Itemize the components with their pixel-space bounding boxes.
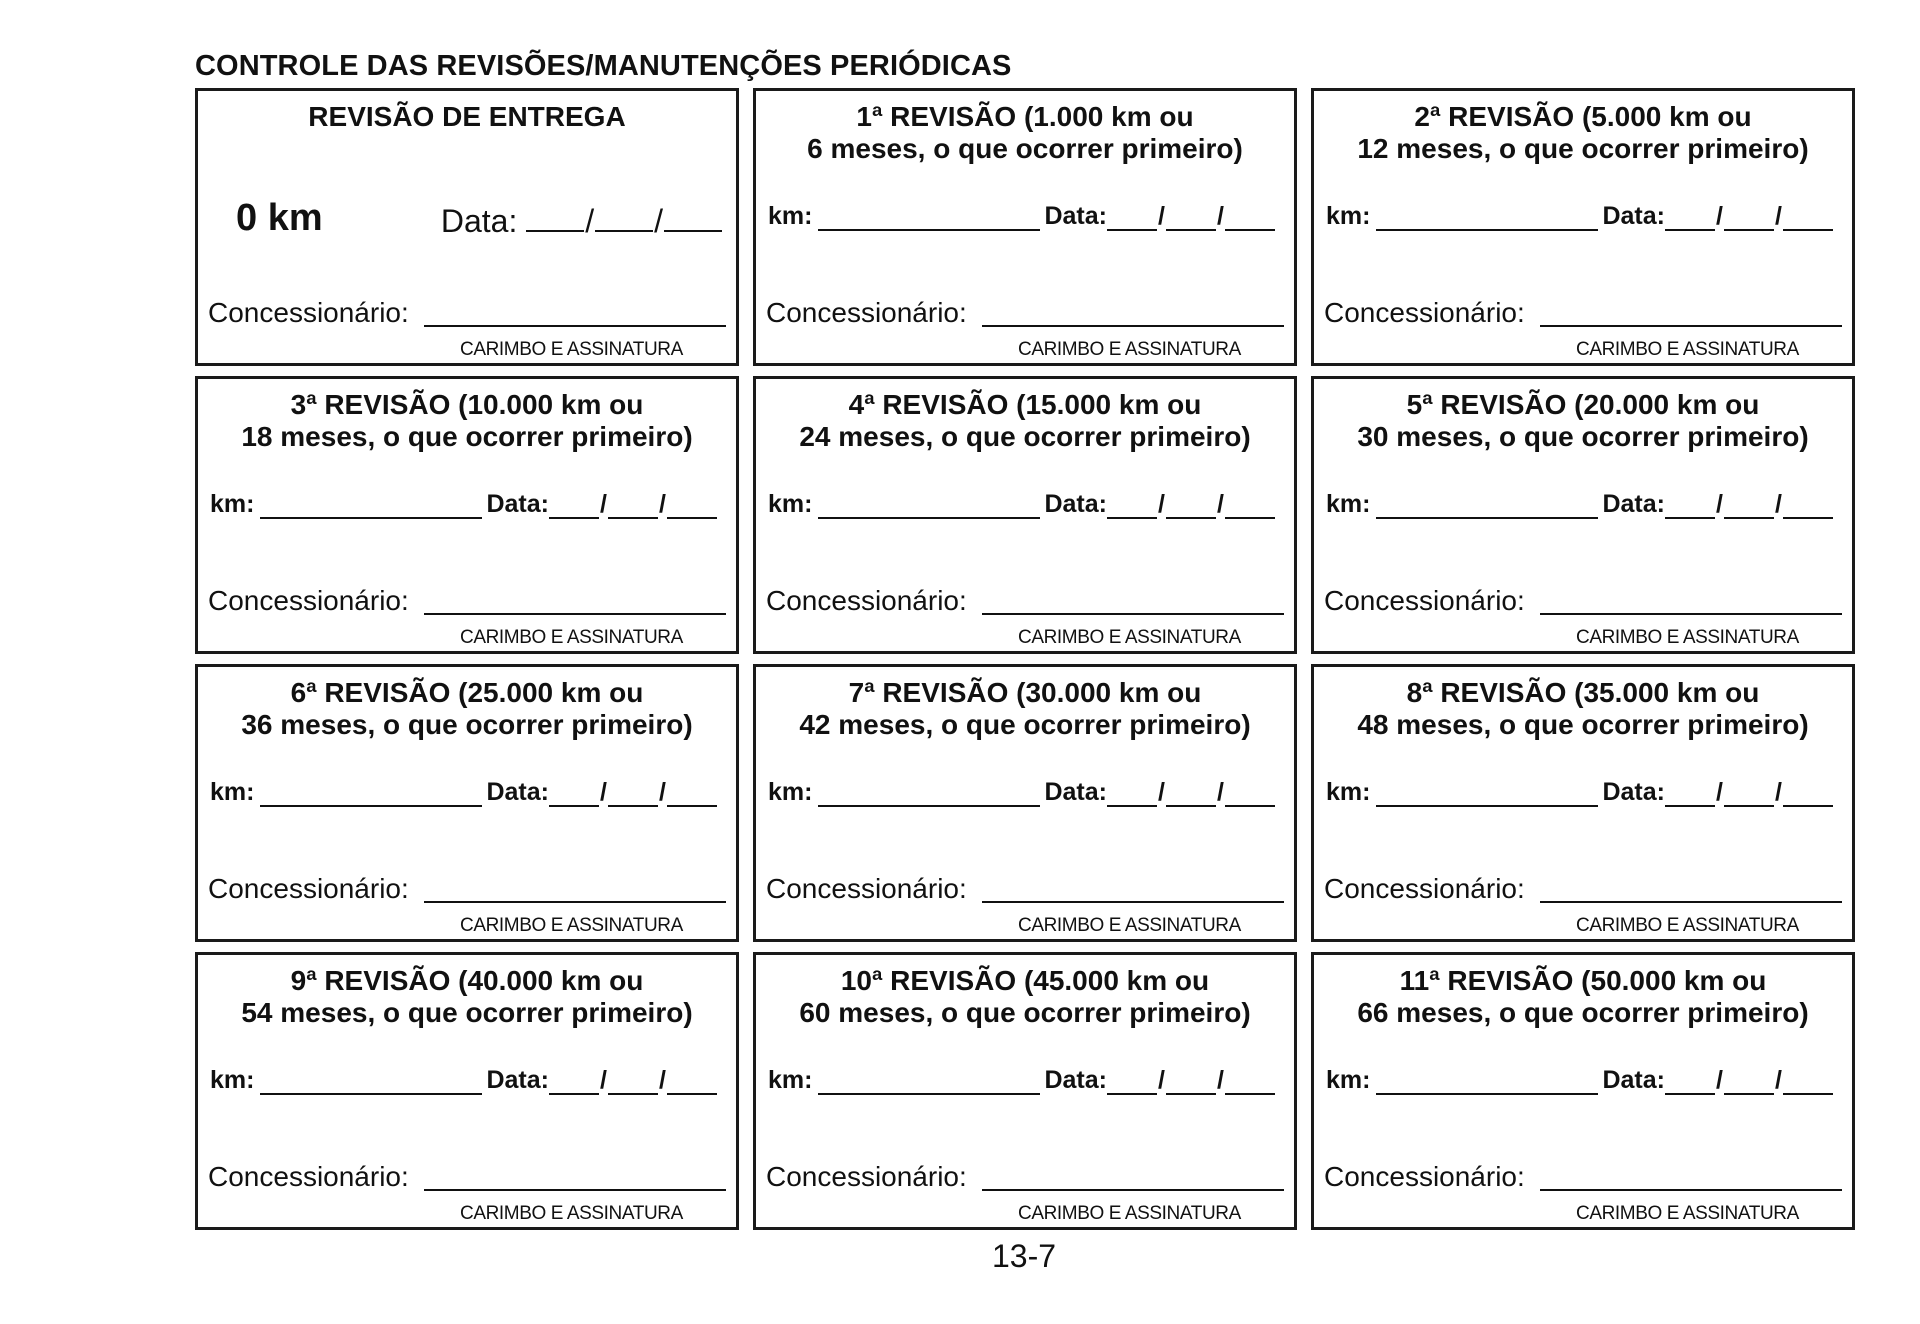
dealer-label: Concessionário: bbox=[208, 873, 409, 904]
km-input-line[interactable] bbox=[1376, 1065, 1598, 1095]
date-separator: / bbox=[1216, 1066, 1224, 1094]
km-input-line[interactable] bbox=[818, 201, 1040, 231]
date-separator: / bbox=[1157, 778, 1165, 806]
stamp-signature-caption: CARIMBO E ASSINATURA bbox=[460, 1203, 683, 1224]
page-number: 13-7 bbox=[991, 1238, 1057, 1274]
revision-grid bbox=[195, 88, 1855, 1230]
dealer-label: Concessionário: bbox=[208, 297, 409, 328]
date-day-line[interactable] bbox=[1107, 201, 1157, 231]
stamp-signature-caption: CARIMBO E ASSINATURA bbox=[1018, 915, 1241, 936]
dealer-label: Concessionário: bbox=[1324, 297, 1525, 328]
revision-card-9 bbox=[195, 952, 739, 1230]
date-separator: / bbox=[1774, 778, 1782, 806]
km-label: km: bbox=[210, 1066, 255, 1094]
delivery-fields bbox=[236, 197, 722, 240]
stamp-signature-caption: CARIMBO E ASSINATURA bbox=[1018, 1203, 1241, 1224]
dealer-signature-line[interactable] bbox=[424, 1189, 726, 1191]
revision-card-3 bbox=[195, 376, 739, 654]
stamp-signature-caption: CARIMBO E ASSINATURA bbox=[460, 339, 683, 360]
date-separator: / bbox=[1715, 1066, 1723, 1094]
dealer-signature-line[interactable] bbox=[1540, 901, 1842, 903]
date-day-line[interactable] bbox=[1665, 201, 1715, 231]
km-date-fields bbox=[210, 1065, 730, 1095]
km-input-line[interactable] bbox=[260, 489, 482, 519]
km-date-fields bbox=[768, 489, 1288, 519]
km-label: km: bbox=[768, 490, 813, 518]
dealer-label: Concessionário: bbox=[766, 873, 967, 904]
dealer-signature-line[interactable] bbox=[1540, 613, 1842, 615]
dealer-signature-line[interactable] bbox=[982, 325, 1284, 327]
date-year-line[interactable] bbox=[1783, 777, 1833, 807]
km-input-line[interactable] bbox=[818, 489, 1040, 519]
date-separator: / bbox=[1715, 778, 1723, 806]
date-day-line[interactable] bbox=[1107, 1065, 1157, 1095]
card-title: 4ª REVISÃO (15.000 km ou 24 meses, o que ocorrer primeiro) bbox=[799, 389, 1251, 452]
stamp-signature-caption: CARIMBO E ASSINATURA bbox=[1018, 627, 1241, 648]
stamp-signature-caption: CARIMBO E ASSINATURA bbox=[460, 627, 683, 648]
km-label: km: bbox=[1326, 490, 1371, 518]
stamp-signature-caption: CARIMBO E ASSINATURA bbox=[1576, 627, 1799, 648]
km-label: km: bbox=[210, 778, 255, 806]
date-day-line[interactable] bbox=[549, 777, 599, 807]
date-day-line[interactable] bbox=[1665, 777, 1715, 807]
date-label: Data: bbox=[486, 778, 549, 806]
date-label: Data: bbox=[1602, 1066, 1665, 1094]
date-separator: / bbox=[1774, 490, 1782, 518]
date-separator: / bbox=[658, 1066, 666, 1094]
dealer-signature-line[interactable] bbox=[982, 1189, 1284, 1191]
date-separator: / bbox=[599, 490, 607, 518]
date-month-line[interactable] bbox=[595, 200, 653, 232]
km-input-line[interactable] bbox=[818, 777, 1040, 807]
date-month-line[interactable] bbox=[1724, 201, 1774, 231]
dealer-label: Concessionário: bbox=[208, 1161, 409, 1192]
revision-card-6 bbox=[195, 664, 739, 942]
date-separator: / bbox=[1774, 202, 1782, 230]
card-title: 7ª REVISÃO (30.000 km ou 42 meses, o que ocorrer primeiro) bbox=[799, 677, 1251, 740]
date-label: Data: bbox=[1044, 490, 1107, 518]
km-date-fields bbox=[1326, 777, 1846, 807]
date-month-line[interactable] bbox=[1166, 777, 1216, 807]
km-date-fields bbox=[210, 777, 730, 807]
km-input-line[interactable] bbox=[818, 1065, 1040, 1095]
stamp-signature-caption: CARIMBO E ASSINATURA bbox=[1576, 339, 1799, 360]
dealer-label: Concessionário: bbox=[766, 1161, 967, 1192]
date-year-line[interactable] bbox=[1225, 489, 1275, 519]
date-separator: / bbox=[1216, 490, 1224, 518]
km-input-line[interactable] bbox=[1376, 777, 1598, 807]
card-title: 2ª REVISÃO (5.000 km ou 12 meses, o que ocorrer primeiro) bbox=[1357, 101, 1809, 164]
date-separator: / bbox=[599, 778, 607, 806]
date-month-line[interactable] bbox=[608, 777, 658, 807]
km-input-line[interactable] bbox=[1376, 489, 1598, 519]
date-separator: / bbox=[1216, 778, 1224, 806]
km-label: km: bbox=[1326, 778, 1371, 806]
card-title: REVISÃO DE ENTREGA bbox=[308, 101, 626, 132]
date-year-line[interactable] bbox=[667, 1065, 717, 1095]
dealer-signature-line[interactable] bbox=[982, 613, 1284, 615]
card-title: 11ª REVISÃO (50.000 km ou 66 meses, o que ocorrer primeiro) bbox=[1357, 965, 1809, 1028]
date-month-line[interactable] bbox=[1724, 1065, 1774, 1095]
page-title: CONTROLE DAS REVISÕES/MANUTENÇÕES PERIÓDICAS bbox=[195, 50, 1012, 82]
km-date-fields bbox=[768, 777, 1288, 807]
date-label: Data: bbox=[1602, 490, 1665, 518]
km-date-fields bbox=[210, 489, 730, 519]
dealer-label: Concessionário: bbox=[208, 585, 409, 616]
km-date-fields bbox=[1326, 489, 1846, 519]
date-separator: / bbox=[1157, 1066, 1165, 1094]
stamp-signature-caption: CARIMBO E ASSINATURA bbox=[1576, 1203, 1799, 1224]
date-separator: / bbox=[585, 203, 595, 239]
km-label: km: bbox=[768, 778, 813, 806]
km-date-fields bbox=[768, 201, 1288, 231]
km-input-line[interactable] bbox=[260, 1065, 482, 1095]
revision-card-11 bbox=[1311, 952, 1855, 1230]
dealer-label: Concessionário: bbox=[1324, 873, 1525, 904]
date-separator: / bbox=[1715, 202, 1723, 230]
date-year-line[interactable] bbox=[664, 200, 722, 232]
km-label: km: bbox=[210, 490, 255, 518]
date-label: Data: bbox=[1044, 778, 1107, 806]
date-day-line[interactable] bbox=[1107, 777, 1157, 807]
date-year-line[interactable] bbox=[1225, 201, 1275, 231]
date-month-line[interactable] bbox=[1724, 489, 1774, 519]
revision-card-10 bbox=[753, 952, 1297, 1230]
date-month-line[interactable] bbox=[1724, 777, 1774, 807]
km-label: km: bbox=[768, 1066, 813, 1094]
date-separator: / bbox=[1216, 202, 1224, 230]
revision-card-4 bbox=[753, 376, 1297, 654]
stamp-signature-caption: CARIMBO E ASSINATURA bbox=[460, 915, 683, 936]
date-year-line[interactable] bbox=[1783, 201, 1833, 231]
km-label: km: bbox=[768, 202, 813, 230]
dealer-label: Concessionário: bbox=[766, 297, 967, 328]
date-day-line[interactable] bbox=[1107, 489, 1157, 519]
date-label: Data: bbox=[1044, 1066, 1107, 1094]
date-label: Data: bbox=[1602, 202, 1665, 230]
date-label: Data: bbox=[486, 1066, 549, 1094]
revision-card-8 bbox=[1311, 664, 1855, 942]
date-separator: / bbox=[1157, 202, 1165, 230]
date-year-line[interactable] bbox=[1225, 1065, 1275, 1095]
stamp-signature-caption: CARIMBO E ASSINATURA bbox=[1576, 915, 1799, 936]
dealer-signature-line[interactable] bbox=[982, 901, 1284, 903]
dealer-signature-line[interactable] bbox=[1540, 325, 1842, 327]
date-year-line[interactable] bbox=[667, 777, 717, 807]
km-date-fields bbox=[768, 1065, 1288, 1095]
date-field bbox=[441, 200, 722, 240]
date-month-line[interactable] bbox=[1166, 1065, 1216, 1095]
dealer-signature-line[interactable] bbox=[424, 325, 726, 327]
date-year-line[interactable] bbox=[1783, 1065, 1833, 1095]
date-separator: / bbox=[1774, 1066, 1782, 1094]
date-day-line[interactable] bbox=[1665, 1065, 1715, 1095]
dealer-label: Concessionário: bbox=[1324, 1161, 1525, 1192]
date-separator: / bbox=[1157, 490, 1165, 518]
date-separator: / bbox=[599, 1066, 607, 1094]
date-year-line[interactable] bbox=[1783, 489, 1833, 519]
km-date-fields bbox=[1326, 201, 1846, 231]
dealer-label: Concessionário: bbox=[766, 585, 967, 616]
date-separator: / bbox=[654, 203, 663, 239]
revision-card-7 bbox=[753, 664, 1297, 942]
date-day-line[interactable] bbox=[526, 200, 584, 232]
card-title: 5ª REVISÃO (20.000 km ou 30 meses, o que ocorrer primeiro) bbox=[1357, 389, 1809, 452]
revision-card-5 bbox=[1311, 376, 1855, 654]
date-label: Data: bbox=[440, 203, 518, 239]
card-title: 8ª REVISÃO (35.000 km ou 48 meses, o que ocorrer primeiro) bbox=[1357, 677, 1809, 740]
km-label: km: bbox=[1326, 1066, 1371, 1094]
dealer-label: Concessionário: bbox=[1324, 585, 1525, 616]
date-month-line[interactable] bbox=[1166, 201, 1216, 231]
dealer-signature-line[interactable] bbox=[1540, 1189, 1842, 1191]
card-title: 9ª REVISÃO (40.000 km ou 54 meses, o que ocorrer primeiro) bbox=[241, 965, 693, 1028]
date-year-line[interactable] bbox=[1225, 777, 1275, 807]
date-label: Data: bbox=[1602, 778, 1665, 806]
date-day-line[interactable] bbox=[1665, 489, 1715, 519]
stamp-signature-caption: CARIMBO E ASSINATURA bbox=[1018, 339, 1241, 360]
dealer-signature-line[interactable] bbox=[424, 901, 726, 903]
date-year-line[interactable] bbox=[667, 489, 717, 519]
km-value: 0 km bbox=[236, 197, 323, 239]
date-month-line[interactable] bbox=[1166, 489, 1216, 519]
date-separator: / bbox=[658, 490, 666, 518]
card-title: 3ª REVISÃO (10.000 km ou 18 meses, o que ocorrer primeiro) bbox=[241, 389, 693, 452]
date-label: Data: bbox=[1044, 202, 1107, 230]
card-title: 10ª REVISÃO (45.000 km ou 60 meses, o que ocorrer primeiro) bbox=[799, 965, 1251, 1028]
date-separator: / bbox=[658, 778, 666, 806]
date-month-line[interactable] bbox=[608, 1065, 658, 1095]
km-input-line[interactable] bbox=[1376, 201, 1598, 231]
date-day-line[interactable] bbox=[549, 489, 599, 519]
date-separator: / bbox=[1715, 490, 1723, 518]
km-date-fields bbox=[1326, 1065, 1846, 1095]
date-day-line[interactable] bbox=[549, 1065, 599, 1095]
card-title: 6ª REVISÃO (25.000 km ou 36 meses, o que ocorrer primeiro) bbox=[241, 677, 693, 740]
km-label: km: bbox=[1326, 202, 1371, 230]
card-title: 1ª REVISÃO (1.000 km ou 6 meses, o que ocorrer primeiro) bbox=[807, 101, 1243, 164]
revision-card-2 bbox=[1311, 88, 1855, 366]
revision-card-1 bbox=[753, 88, 1297, 366]
date-month-line[interactable] bbox=[608, 489, 658, 519]
revision-card-delivery bbox=[195, 88, 739, 366]
km-input-line[interactable] bbox=[260, 777, 482, 807]
dealer-signature-line[interactable] bbox=[424, 613, 726, 615]
date-label: Data: bbox=[486, 490, 549, 518]
